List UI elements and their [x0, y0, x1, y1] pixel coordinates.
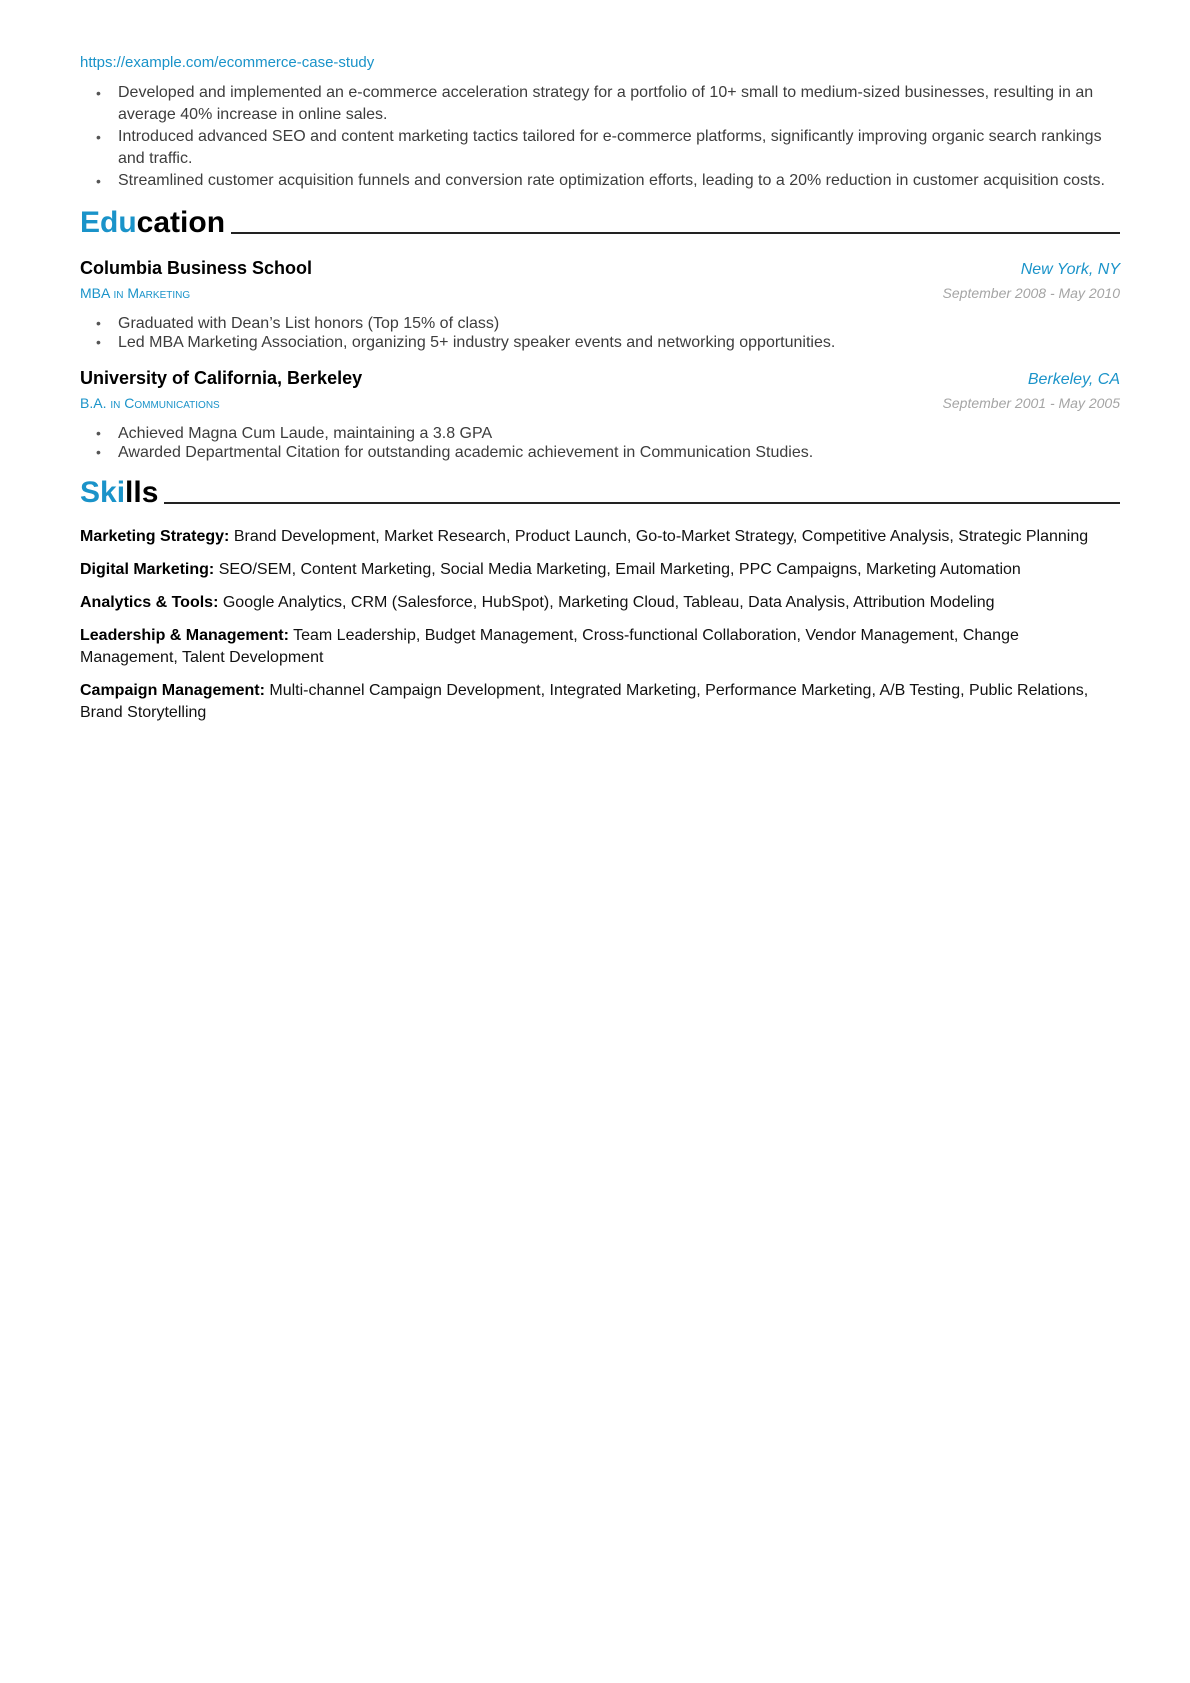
- degree: MBA in Marketing: [80, 285, 191, 301]
- education-title-accent: Edu: [80, 206, 137, 239]
- skills-title-rest: lls: [125, 476, 159, 509]
- education-entry-berkeley: [80, 366, 1120, 462]
- education-title: [80, 204, 225, 242]
- list-item: • Awarded Departmental Citation for outstanding academic achievement in Communication Studies.: [118, 443, 1120, 462]
- list-item: • Graduated with Dean’s List honors (Top 15% of class): [118, 314, 1120, 333]
- skill-campaign-management: [80, 680, 1120, 724]
- school-name: University of California, Berkeley: [80, 368, 363, 388]
- education-section-header: [80, 204, 1120, 242]
- skill-label: Digital Marketing:: [80, 561, 215, 578]
- school-location: New York, NY: [1020, 261, 1120, 278]
- list-item: • Achieved Magna Cum Laude, maintaining a 3.8 GPA: [118, 424, 1120, 443]
- skill-text: Google Analytics, CRM (Salesforce, HubSpot), Marketing Cloud, Tableau, Data Analysis, Attribution Modeling: [222, 594, 995, 611]
- date-range: September 2008 - May 2010: [942, 285, 1120, 301]
- section-divider: [231, 232, 1120, 234]
- date-range: September 2001 - May 2005: [942, 395, 1120, 411]
- education-entry-columbia: [80, 256, 1120, 352]
- skill-text: Multi-channel Campaign Development, Integrated Marketing, Performance Marketing, A/B Testing, Public Relations, Brand Storytelling: [80, 682, 1089, 721]
- education-bullets: [80, 424, 1120, 462]
- skill-text: Brand Development, Market Research, Product Launch, Go-to-Market Strategy, Competitive Analysis, Strategic Planning: [233, 528, 1089, 545]
- skill-label: Leadership & Management:: [80, 627, 289, 644]
- list-item: • Streamlined customer acquisition funnels and conversion rate optimization efforts, leading to a 20% reduction in customer acquisition costs.: [118, 170, 1120, 192]
- education-bullets: [80, 314, 1120, 352]
- resume-content: [80, 50, 1120, 735]
- list-item: • Introduced advanced SEO and content marketing tactics tailored for e-commerce platforms, significantly improving organic search rankings and traffic.: [118, 126, 1120, 170]
- skill-analytics-tools: [80, 592, 1120, 614]
- case-study-link[interactable]: https://example.com/ecommerce-case-study: [80, 54, 375, 71]
- skill-leadership-management: [80, 625, 1120, 669]
- degree: B.A. in Communications: [80, 395, 220, 411]
- school-name: Columbia Business School: [80, 258, 313, 278]
- skills-title-accent: Ski: [80, 476, 126, 509]
- skills-list: [80, 526, 1120, 724]
- skill-label: Marketing Strategy:: [80, 528, 230, 545]
- skill-marketing-strategy: [80, 526, 1120, 548]
- experience-bullets: [80, 82, 1120, 192]
- school-location: Berkeley, CA: [1027, 371, 1120, 388]
- skills-section-header: [80, 474, 1120, 512]
- list-item: • Led MBA Marketing Association, organizing 5+ industry speaker events and networking opportunities.: [118, 333, 1120, 352]
- education-title-rest: cation: [136, 206, 226, 239]
- skill-label: Campaign Management:: [80, 682, 265, 699]
- section-divider: [164, 502, 1120, 504]
- list-item: • Developed and implemented an e-commerce acceleration strategy for a portfolio of 10+ small to medium-sized businesses, resulting in an average 40% increase in online sales.: [118, 82, 1120, 126]
- skills-title: [80, 474, 158, 512]
- skill-digital-marketing: [80, 559, 1120, 581]
- skill-text: SEO/SEM, Content Marketing, Social Media Marketing, Email Marketing, PPC Campaigns, Marketing Automation: [218, 561, 1021, 578]
- skill-text: Team Leadership, Budget Management, Cross-functional Collaboration, Vendor Management, Change Management, Talent Development: [80, 627, 1019, 666]
- skill-label: Analytics & Tools:: [80, 594, 219, 611]
